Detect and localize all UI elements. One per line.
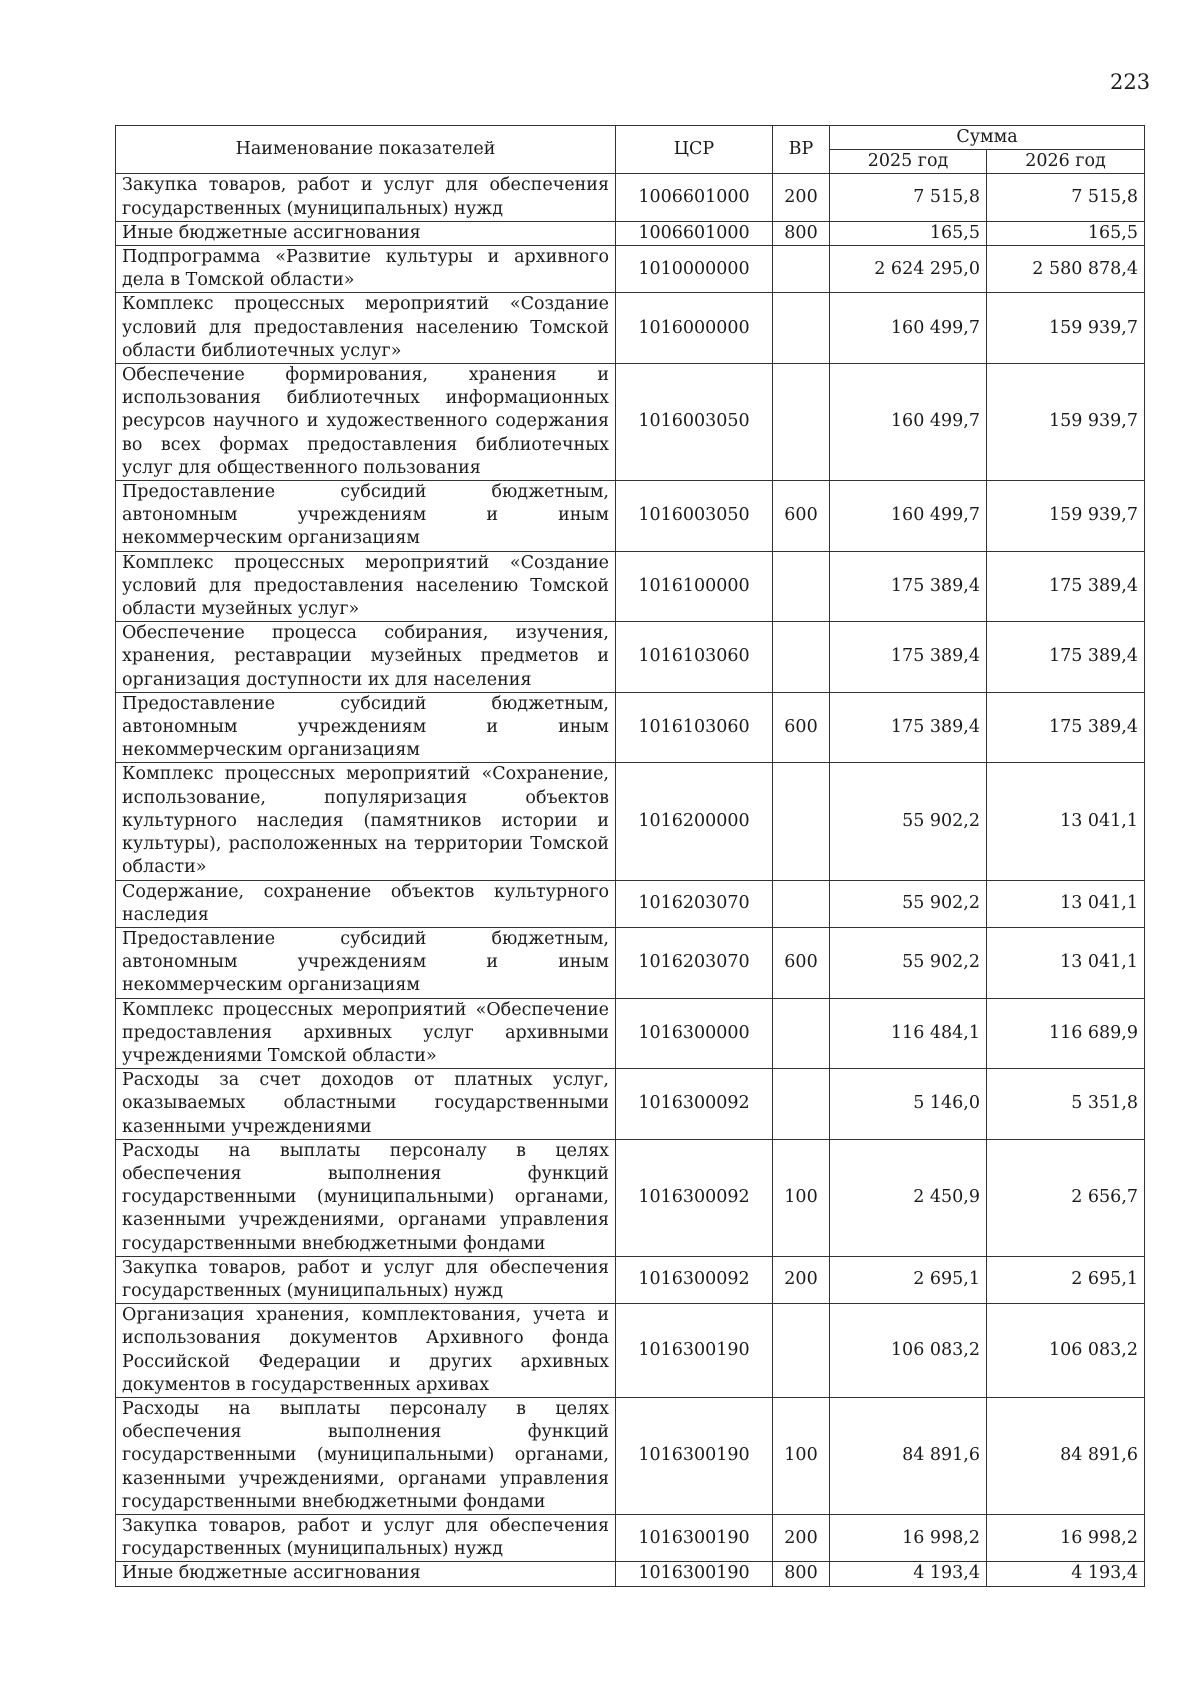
cell-name: Организация хранения, комплектования, учета и использования документов Архивного фонда Российской Федерации и других архивных документов в государственных архивах [116,1304,616,1398]
cell-vr [773,293,830,364]
cell-csr: 1016003050 [616,481,773,552]
cell-vr [773,551,830,622]
table-row [116,551,1145,622]
cell-amount-2026: 165,5 [987,221,1145,245]
cell-amount-2026: 159 939,7 [987,364,1145,481]
header-name: Наименование показателей [116,126,616,174]
cell-amount-2025: 7 515,8 [830,174,987,221]
table-row [116,1139,1145,1256]
cell-csr: 1016100000 [616,551,773,622]
cell-name: Иные бюджетные ассигнования [116,1562,616,1586]
cell-amount-2026: 2 695,1 [987,1256,1145,1303]
cell-vr: 200 [773,1514,830,1561]
cell-amount-2025: 2 450,9 [830,1139,987,1256]
cell-csr: 1016200000 [616,763,773,880]
cell-csr: 1016300190 [616,1514,773,1561]
cell-name: Подпрограмма «Развитие культуры и архивного дела в Томской области» [116,246,616,293]
cell-vr [773,246,830,293]
table-row [116,221,1145,245]
table-row [116,1304,1145,1398]
cell-vr [773,1069,830,1140]
cell-csr: 1016203070 [616,880,773,927]
cell-amount-2025: 165,5 [830,221,987,245]
table-row [116,1397,1145,1514]
table-row [116,174,1145,221]
cell-amount-2026: 2 580 878,4 [987,246,1145,293]
cell-amount-2026: 159 939,7 [987,481,1145,552]
cell-name: Расходы за счет доходов от платных услуг, оказываемых областными государственными казенными учреждениями [116,1069,616,1140]
cell-amount-2025: 175 389,4 [830,622,987,693]
cell-amount-2026: 4 193,4 [987,1562,1145,1586]
cell-name: Обеспечение формирования, хранения и использования библиотечных информационных ресурсов научного и художественного содержания во всех формах предоставления библиотечных услуг для общественного пользования [116,364,616,481]
header-vr: ВР [773,126,830,174]
cell-csr: 1006601000 [616,221,773,245]
cell-amount-2026: 106 083,2 [987,1304,1145,1398]
cell-amount-2026: 175 389,4 [987,692,1145,763]
cell-name: Закупка товаров, работ и услуг для обеспечения государственных (муниципальных) нужд [116,1514,616,1561]
cell-vr [773,364,830,481]
table-row [116,692,1145,763]
table-row [116,927,1145,998]
cell-name: Закупка товаров, работ и услуг для обеспечения государственных (муниципальных) нужд [116,174,616,221]
table-row [116,481,1145,552]
cell-csr: 1016103060 [616,622,773,693]
cell-csr: 1016000000 [616,293,773,364]
table-row [116,364,1145,481]
cell-csr: 1006601000 [616,174,773,221]
header-csr: ЦСР [616,126,773,174]
cell-name: Комплекс процессных мероприятий «Создание условий для предоставления населению Томской области музейных услуг» [116,551,616,622]
table-row [116,1514,1145,1561]
cell-name: Обеспечение процесса собирания, изучения, хранения, реставрации музейных предметов и организация доступности их для населения [116,622,616,693]
cell-amount-2026: 16 998,2 [987,1514,1145,1561]
cell-amount-2026: 13 041,1 [987,763,1145,880]
cell-name: Предоставление субсидий бюджетным, автономным учреждениям и иным некоммерческим организациям [116,692,616,763]
cell-csr: 1016003050 [616,364,773,481]
cell-vr: 800 [773,221,830,245]
cell-vr: 100 [773,1397,830,1514]
cell-amount-2025: 175 389,4 [830,551,987,622]
cell-csr: 1016300000 [616,998,773,1069]
cell-csr: 1016300092 [616,1256,773,1303]
table-row [116,763,1145,880]
cell-vr [773,880,830,927]
cell-csr: 1016300092 [616,1139,773,1256]
cell-vr: 600 [773,481,830,552]
cell-amount-2025: 4 193,4 [830,1562,987,1586]
table-row [116,1069,1145,1140]
cell-csr: 1010000000 [616,246,773,293]
cell-csr: 1016103060 [616,692,773,763]
table-row [116,246,1145,293]
cell-name: Закупка товаров, работ и услуг для обеспечения государственных (муниципальных) нужд [116,1256,616,1303]
cell-amount-2025: 116 484,1 [830,998,987,1069]
cell-csr: 1016203070 [616,927,773,998]
cell-vr [773,763,830,880]
cell-amount-2025: 55 902,2 [830,763,987,880]
cell-amount-2026: 116 689,9 [987,998,1145,1069]
cell-amount-2025: 160 499,7 [830,481,987,552]
cell-amount-2026: 5 351,8 [987,1069,1145,1140]
table-row [116,293,1145,364]
cell-amount-2025: 160 499,7 [830,293,987,364]
cell-vr: 200 [773,174,830,221]
cell-amount-2026: 13 041,1 [987,927,1145,998]
cell-vr [773,622,830,693]
cell-vr: 100 [773,1139,830,1256]
cell-vr [773,1304,830,1398]
cell-amount-2025: 55 902,2 [830,880,987,927]
cell-amount-2025: 2 695,1 [830,1256,987,1303]
cell-csr: 1016300092 [616,1069,773,1140]
cell-name: Расходы на выплаты персоналу в целях обеспечения выполнения функций государственными (муниципальными) органами, казенными учреждениями, органами управления государственными внебюджетными фондами [116,1139,616,1256]
cell-name: Содержание, сохранение объектов культурного наследия [116,880,616,927]
cell-name: Расходы на выплаты персоналу в целях обеспечения выполнения функций государственными (муниципальными) органами, казенными учреждениями, органами управления государственными внебюджетными фондами [116,1397,616,1514]
cell-csr: 1016300190 [616,1304,773,1398]
cell-amount-2025: 175 389,4 [830,692,987,763]
cell-vr: 600 [773,927,830,998]
table-header [116,126,1145,174]
cell-amount-2025: 160 499,7 [830,364,987,481]
cell-amount-2025: 84 891,6 [830,1397,987,1514]
cell-amount-2025: 16 998,2 [830,1514,987,1561]
cell-vr: 200 [773,1256,830,1303]
cell-amount-2026: 175 389,4 [987,551,1145,622]
page-number: 223 [1110,70,1151,94]
cell-amount-2026: 84 891,6 [987,1397,1145,1514]
table-row [116,622,1145,693]
table-row [116,1562,1145,1586]
table-body [116,174,1145,1586]
cell-amount-2026: 175 389,4 [987,622,1145,693]
cell-name: Предоставление субсидий бюджетным, автономным учреждениям и иным некоммерческим организациям [116,481,616,552]
cell-csr: 1016300190 [616,1397,773,1514]
cell-amount-2025: 5 146,0 [830,1069,987,1140]
header-sum: Сумма [830,126,1145,150]
cell-name: Иные бюджетные ассигнования [116,221,616,245]
cell-name: Комплекс процессных мероприятий «Обеспечение предоставления архивных услуг архивными учреждениями Томской области» [116,998,616,1069]
header-year-2025: 2025 год [830,150,987,174]
cell-amount-2025: 106 083,2 [830,1304,987,1398]
cell-amount-2026: 13 041,1 [987,880,1145,927]
cell-amount-2025: 55 902,2 [830,927,987,998]
cell-vr: 800 [773,1562,830,1586]
cell-amount-2026: 7 515,8 [987,174,1145,221]
cell-vr [773,998,830,1069]
budget-table [115,125,1145,1587]
table-row [116,1256,1145,1303]
header-year-2026: 2026 год [987,150,1145,174]
cell-amount-2026: 159 939,7 [987,293,1145,364]
cell-name: Предоставление субсидий бюджетным, автономным учреждениям и иным некоммерческим организациям [116,927,616,998]
table-row [116,880,1145,927]
cell-amount-2026: 2 656,7 [987,1139,1145,1256]
cell-vr: 600 [773,692,830,763]
cell-amount-2025: 2 624 295,0 [830,246,987,293]
table-row [116,998,1145,1069]
cell-name: Комплекс процессных мероприятий «Сохранение, использование, популяризация объектов культурного наследия (памятников истории и культуры), расположенных на территории Томской области» [116,763,616,880]
cell-name: Комплекс процессных мероприятий «Создание условий для предоставления населению Томской области библиотечных услуг» [116,293,616,364]
cell-csr: 1016300190 [616,1562,773,1586]
